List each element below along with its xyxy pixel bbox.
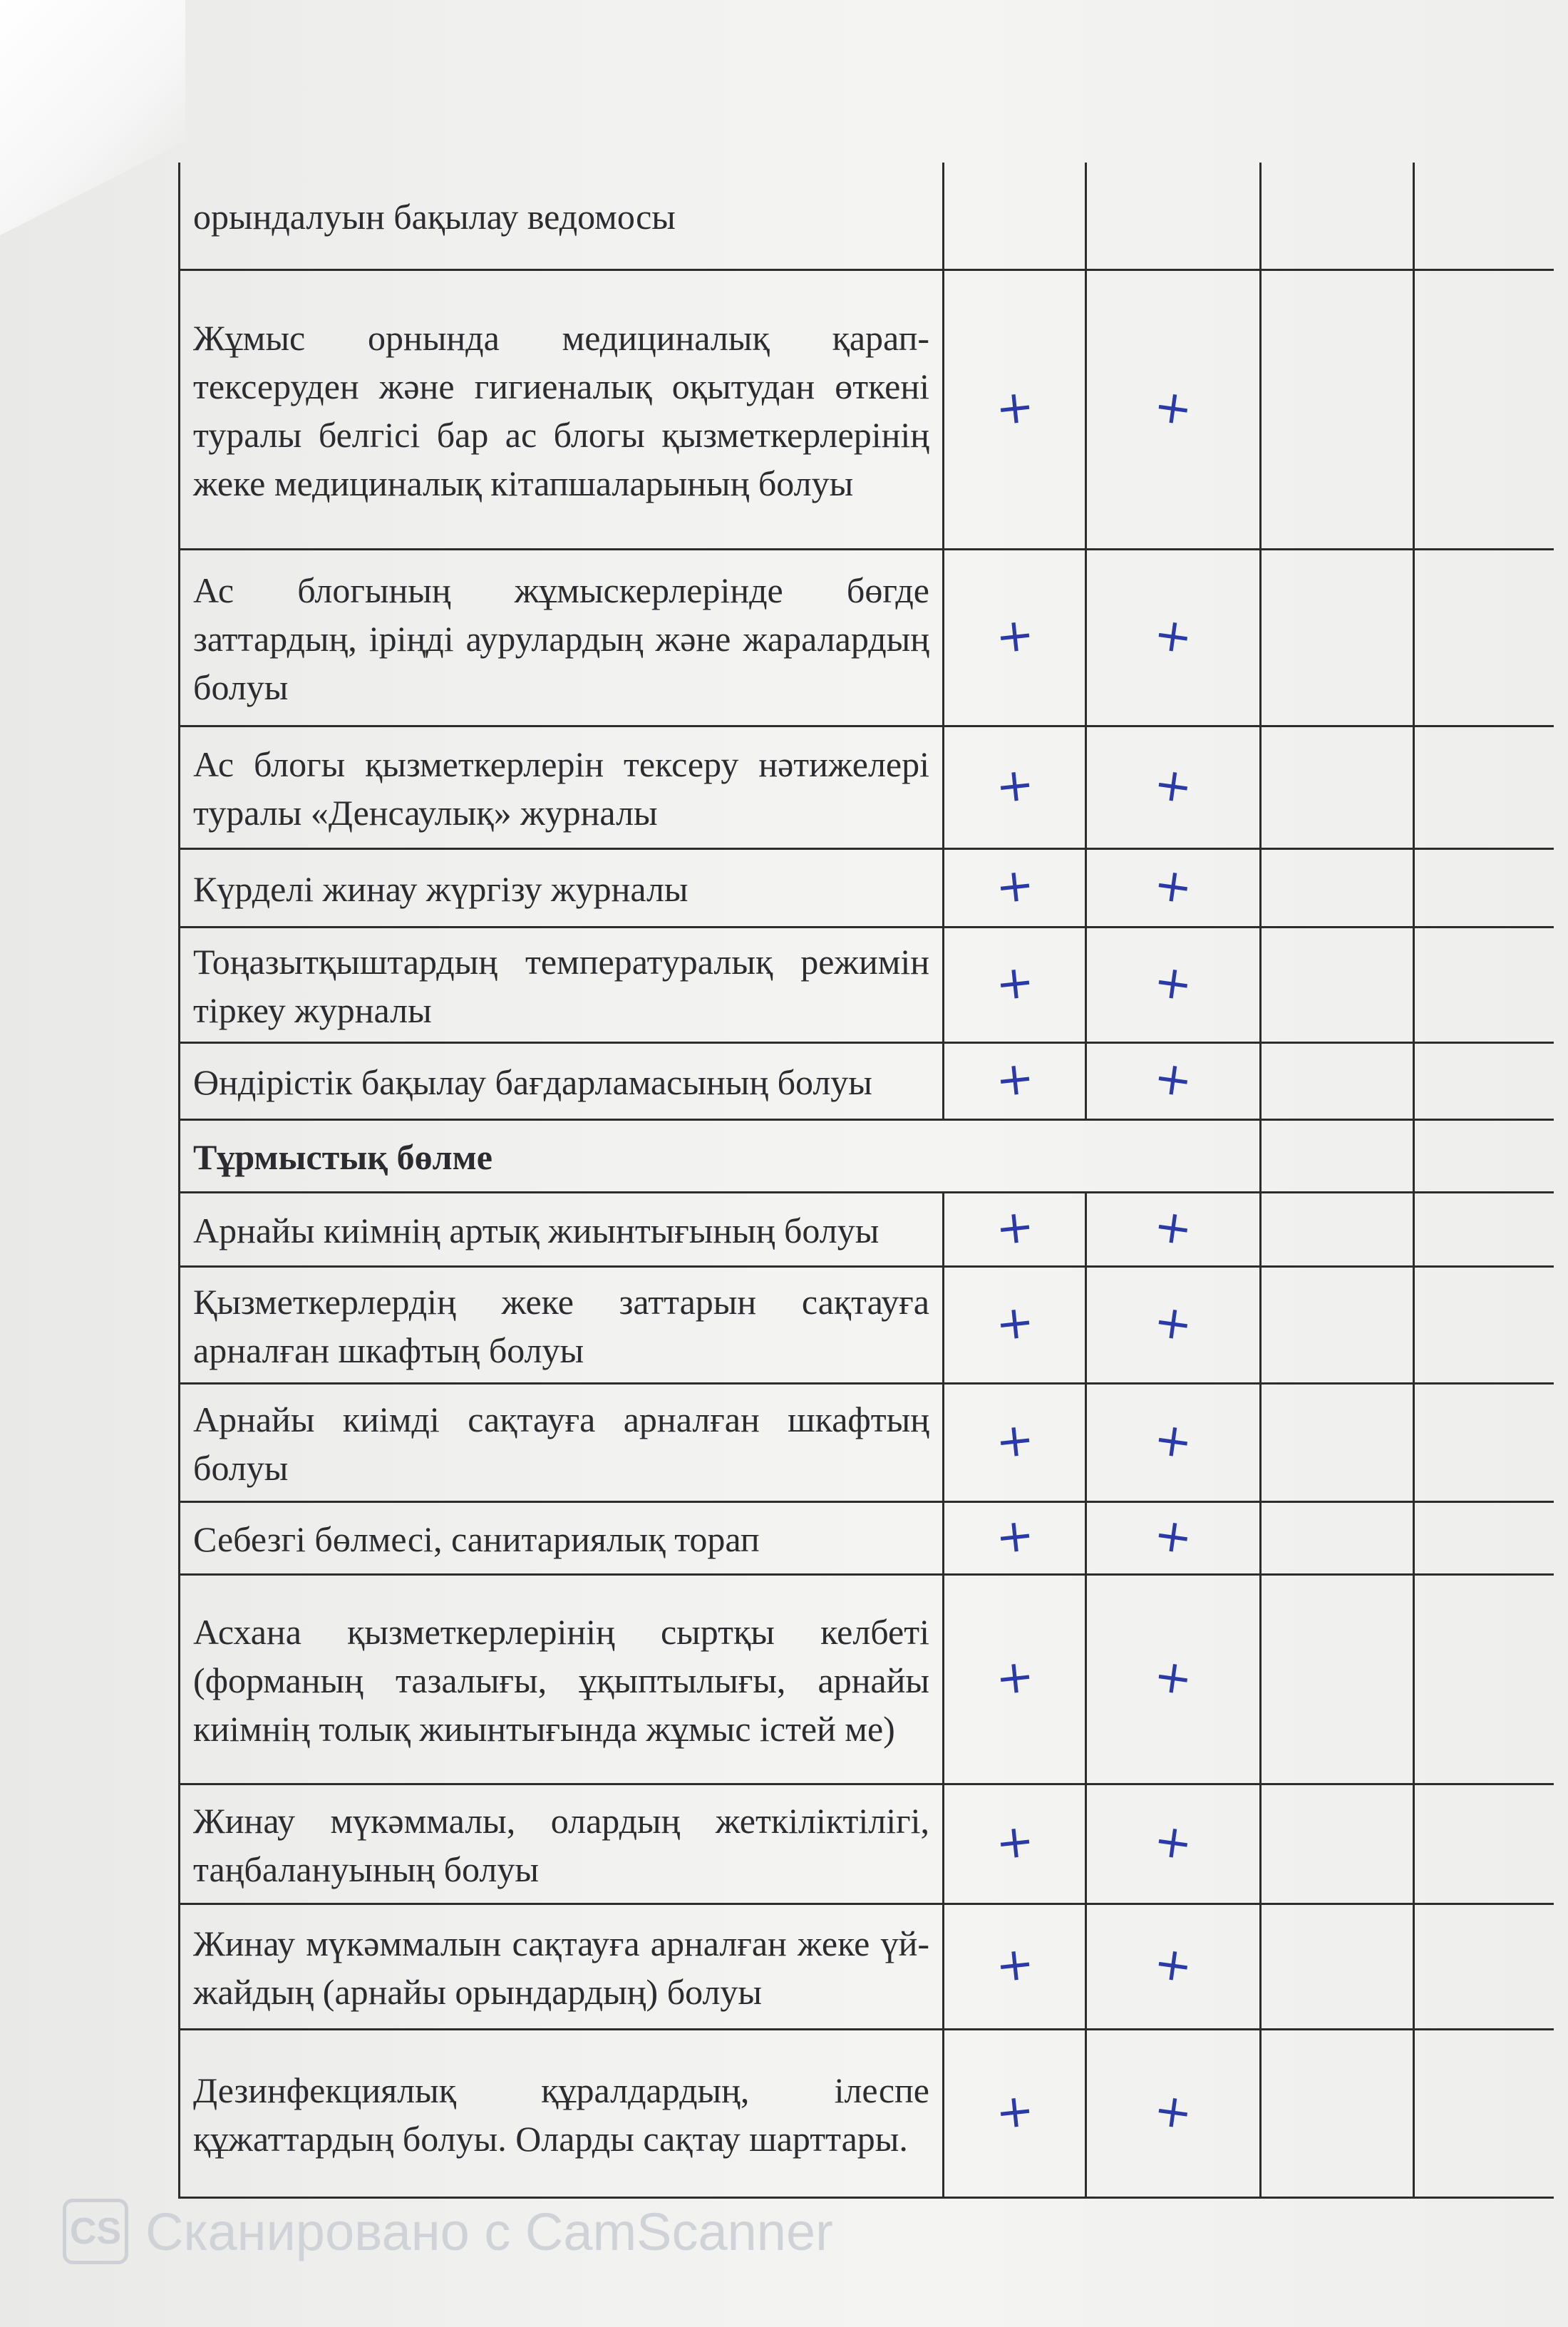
check-mark-2: + — [1150, 607, 1196, 665]
camscanner-watermark — [63, 2196, 833, 2267]
table-row — [178, 850, 1554, 928]
table-row — [178, 163, 1554, 271]
table-row — [178, 2030, 1554, 2199]
check-mark-1: + — [992, 379, 1037, 436]
check-mark-1: + — [992, 1199, 1037, 1256]
row-text: орындалуын бақылау ведомосы — [193, 197, 676, 237]
check-mark-2: + — [1150, 954, 1196, 1012]
table-row — [178, 1503, 1554, 1576]
table-row — [178, 1044, 1554, 1121]
camscanner-logo-icon: CS — [63, 2199, 128, 2264]
checklist-table — [178, 163, 1554, 2199]
check-mark-1: + — [992, 1295, 1037, 1352]
check-mark-2: + — [1150, 1813, 1196, 1871]
row-text: Арнайы киімді сақтауға арналған шкафтың болуы — [193, 1399, 929, 1488]
check-mark-2: + — [1150, 1412, 1196, 1470]
table-row — [178, 928, 1554, 1044]
check-mark-2: + — [1150, 1648, 1196, 1707]
check-mark-1: + — [992, 1814, 1037, 1871]
check-mark-2: + — [1150, 379, 1196, 437]
row-text: Қызметкерлердің жеке заттарын сақтауға арналған шкафтың болуы — [193, 1282, 929, 1370]
table-row — [178, 271, 1554, 550]
row-text: Арнайы киімнің артық жиынтығының болуы — [193, 1211, 880, 1250]
check-mark-2: + — [1150, 2082, 1196, 2141]
check-mark-1: + — [992, 757, 1037, 814]
table-row — [178, 1193, 1554, 1268]
check-mark-2: + — [1150, 1050, 1196, 1109]
check-mark-1: + — [992, 955, 1037, 1012]
row-text: Себезгі бөлмесі, санитариялық торап — [193, 1519, 760, 1559]
watermark-text: Сканировано с CamScanner — [145, 2202, 833, 2261]
check-mark-1: + — [992, 1649, 1037, 1706]
table-row — [178, 550, 1554, 727]
check-mark-2: + — [1150, 1507, 1196, 1566]
check-mark-1: + — [992, 858, 1037, 915]
check-mark-1: + — [992, 1508, 1037, 1565]
table-row — [178, 1576, 1554, 1785]
check-mark-2: + — [1150, 857, 1196, 915]
check-mark-2: + — [1150, 756, 1196, 815]
row-text: Жинау мүкәммалы, олардың жеткіліктілігі, таңбалануының болуы — [193, 1801, 929, 1889]
row-text: Ас блогының жұмыскерлерінде бөгде заттардың, іріңді аурулардың және жаралардың болуы — [193, 570, 929, 707]
table-row — [178, 727, 1554, 850]
row-text: Жинау мүкәммалын сақтауға арналған жеке үй-жайдың (арнайы орындардың) болуы — [193, 1923, 929, 2012]
row-text: Жұмыс орнында медициналық қарап-тексеруден және гигиеналық оқытудан өткені туралы белгісі бар ас блогы қызметкерлерінің жеке медициналық кітапшаларының болуы — [193, 318, 929, 503]
check-mark-1: + — [992, 1936, 1037, 1993]
row-text: Өндірістік бақылау бағдарламасының болуы — [193, 1062, 872, 1102]
row-text: Тоңазытқыштардың температуралық режимін тіркеу журналы — [193, 942, 929, 1030]
table-row — [178, 1785, 1554, 1905]
row-text: Дезинфекциялық құралдардың, ілеспе құжаттардың болуы. Оларды сақтау шарттары. — [193, 2070, 929, 2159]
row-text: Асхана қызметкерлерінің сыртқы келбеті (форманың тазалығы, ұқыптылығы, арнайы киімнің толық жиынтығында жұмыс істей ме) — [193, 1612, 929, 1749]
check-mark-1: + — [992, 2083, 1037, 2140]
check-mark-2: + — [1150, 1936, 1196, 1994]
check-mark-1: + — [992, 607, 1037, 664]
row-text: Ас блогы қызметкерлерін тексеру нәтижелері туралы «Денсаулық» журналы — [193, 744, 929, 833]
row-text: Күрделі жинау жүргізу журналы — [193, 869, 688, 909]
table-row — [178, 1905, 1554, 2030]
section-header-row — [178, 1121, 1554, 1193]
table-row — [178, 1268, 1554, 1385]
check-mark-1: + — [992, 1051, 1037, 1108]
check-mark-2: + — [1150, 1294, 1196, 1352]
check-mark-1: + — [992, 1412, 1037, 1469]
check-mark-2: + — [1150, 1198, 1196, 1257]
table-row — [178, 1385, 1554, 1503]
section-title: Тұрмыстық бөлме — [193, 1137, 492, 1177]
